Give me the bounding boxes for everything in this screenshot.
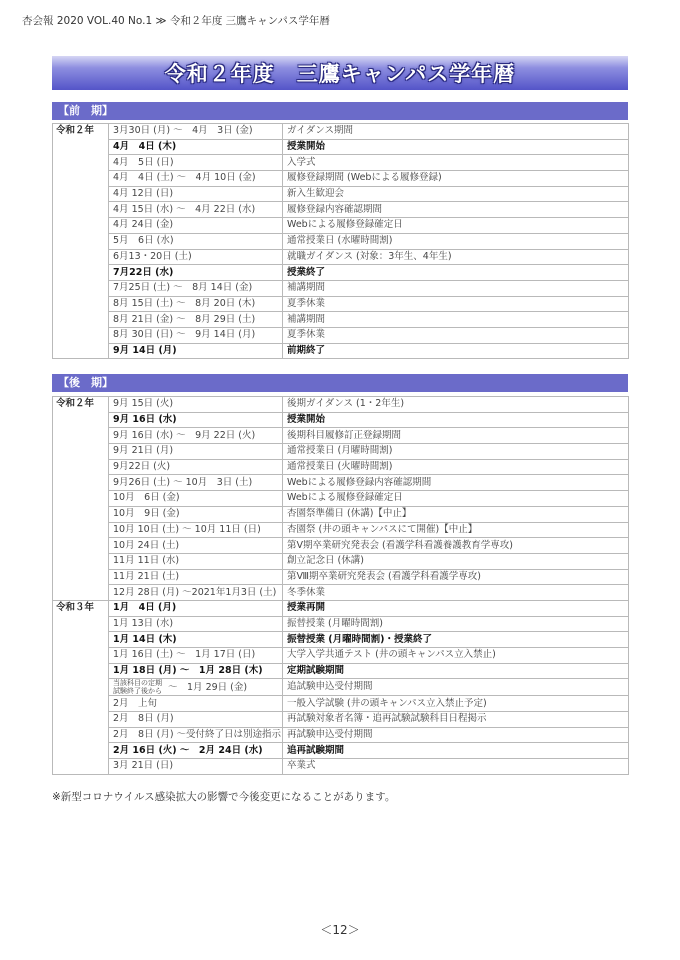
event-cell: 夏季休業 — [283, 327, 629, 343]
date-cell — [109, 679, 283, 696]
date-note-line: 当該科目の定期 — [113, 679, 162, 688]
era-cell — [53, 506, 109, 522]
event-cell: 大学入学共通テスト (井の頭キャンパス立入禁止) — [283, 648, 629, 664]
era-cell — [53, 569, 109, 585]
date-text: ～ 1月 29日 (金) — [168, 681, 248, 693]
date-cell: 11月 11日 (水) — [109, 553, 283, 569]
event-cell: 振替授業 (月曜時間割)・授業終了 — [283, 632, 629, 648]
calendar-row — [53, 522, 629, 538]
era-cell — [53, 696, 109, 712]
calendar-row — [53, 186, 629, 202]
page-title: 令和２年度 三鷹キャンパス学年暦 — [164, 62, 516, 86]
calendar-row — [53, 218, 629, 234]
era-cell — [53, 312, 109, 328]
era-cell — [53, 459, 109, 475]
date-cell: 2月 8日 (月) ～受付終了日は別途指示 — [109, 727, 283, 743]
calendar-row — [53, 124, 629, 140]
date-cell: 1月 16日 (土) ～ 1月 17日 (日) — [109, 648, 283, 664]
calendar-row — [53, 743, 629, 759]
section-label: 【後 期】 — [58, 376, 113, 389]
event-cell: 冬季休業 — [283, 585, 629, 601]
calendar-row — [53, 491, 629, 507]
calendar-row — [53, 600, 629, 616]
date-cell: 10月 6日 (金) — [109, 491, 283, 507]
calendar-row — [53, 475, 629, 491]
era-cell — [53, 265, 109, 281]
event-cell: 杏園祭準備日 (休講)【中止】 — [283, 506, 629, 522]
date-cell: 9月 14日 (月) — [109, 343, 283, 359]
event-cell: 後期科目履修訂正登録期間 — [283, 428, 629, 444]
calendar-row — [53, 616, 629, 632]
date-cell: 3月 21日 (日) — [109, 759, 283, 775]
calendar-row — [53, 632, 629, 648]
era-cell — [53, 585, 109, 601]
date-cell: 4月 12日 (日) — [109, 186, 283, 202]
era-cell — [53, 202, 109, 218]
running-header: 杏会報 2020 VOL.40 No.1 ≫ 令和２年度 三鷹キャンパス学年暦 — [22, 15, 330, 27]
date-cell: 4月 5日 (日) — [109, 155, 283, 171]
era-cell: 令和２年 — [53, 124, 109, 140]
event-cell: 夏季休業 — [283, 296, 629, 312]
event-cell: 補講期間 — [283, 280, 629, 296]
date-cell: 9月 15日 (火) — [109, 397, 283, 413]
era-cell — [53, 233, 109, 249]
era-cell — [53, 538, 109, 554]
date-cell: 10月 24日 (土) — [109, 538, 283, 554]
calendar-row — [53, 553, 629, 569]
section-label: 【前 期】 — [58, 104, 113, 117]
era-cell — [53, 139, 109, 155]
event-cell: 第Ⅴ期卒業研究発表会 (看護学科看護養護教育学専攻) — [283, 538, 629, 554]
event-cell: 授業開始 — [283, 139, 629, 155]
date-cell: 6月13・20日 (土) — [109, 249, 283, 265]
date-cell: 10月 9日 (金) — [109, 506, 283, 522]
event-cell: 補講期間 — [283, 312, 629, 328]
calendar-row — [53, 343, 629, 359]
title-banner — [52, 56, 628, 90]
era-cell — [53, 428, 109, 444]
calendar-row — [53, 569, 629, 585]
date-cell: 2月 上旬 — [109, 696, 283, 712]
event-cell: 追再試験期間 — [283, 743, 629, 759]
date-cell: 4月 15日 (水) ～ 4月 22日 (水) — [109, 202, 283, 218]
calendar-row — [53, 249, 629, 265]
event-cell: 定期試験期間 — [283, 663, 629, 679]
era-cell — [53, 444, 109, 460]
era-cell — [53, 727, 109, 743]
footnote: ※新型コロナウイルス感染拡大の影響で今後変更になることがあります。 — [52, 791, 396, 803]
date-cell: 9月26日 (土) ～ 10月 3日 (土) — [109, 475, 283, 491]
era-cell — [53, 327, 109, 343]
event-cell: 再試験申込受付期間 — [283, 727, 629, 743]
date-cell: 7月22日 (水) — [109, 265, 283, 281]
event-cell: 創立記念日 (休講) — [283, 553, 629, 569]
event-cell: 再試験対象者名簿・追再試験試験科目日程掲示 — [283, 712, 629, 728]
date-cell: 4月 4日 (木) — [109, 139, 283, 155]
event-cell: 授業終了 — [283, 265, 629, 281]
calendar-row — [53, 663, 629, 679]
calendar-row — [53, 459, 629, 475]
calendar-row — [53, 312, 629, 328]
date-cell: 8月 30日 (日) ～ 9月 14日 (月) — [109, 327, 283, 343]
calendar-row — [53, 412, 629, 428]
date-cell: 1月 18日 (月) ～ 1月 28日 (木) — [109, 663, 283, 679]
date-cell: 4月 4日 (土) ～ 4月 10日 (金) — [109, 171, 283, 187]
event-cell: 就職ガイダンス (対象：3年生、4年生) — [283, 249, 629, 265]
date-cell: 3月30日 (月) ～ 4月 3日 (金) — [109, 124, 283, 140]
era-cell — [53, 186, 109, 202]
event-cell: 入学式 — [283, 155, 629, 171]
event-cell: 通常授業日 (水曜時間割) — [283, 233, 629, 249]
era-cell — [53, 712, 109, 728]
calendar-row — [53, 202, 629, 218]
era-cell — [53, 743, 109, 759]
era-cell — [53, 155, 109, 171]
event-cell: 追試験申込受付期間 — [283, 679, 629, 696]
era-cell — [53, 218, 109, 234]
era-cell — [53, 522, 109, 538]
calendar-row — [53, 585, 629, 601]
era-cell — [53, 491, 109, 507]
calendar-row — [53, 727, 629, 743]
date-note-line: 試験終了後から — [113, 687, 162, 696]
event-cell: 履修登録内容確認期間 — [283, 202, 629, 218]
era-cell — [53, 280, 109, 296]
era-cell — [53, 249, 109, 265]
date-cell: 1月 14日 (木) — [109, 632, 283, 648]
event-cell: 卒業式 — [283, 759, 629, 775]
date-cell: 11月 21日 (土) — [109, 569, 283, 585]
event-cell: 通常授業日 (月曜時間割) — [283, 444, 629, 460]
calendar-row — [53, 712, 629, 728]
era-cell — [53, 616, 109, 632]
calendar-row — [53, 139, 629, 155]
date-cell: 9月22日 (火) — [109, 459, 283, 475]
event-cell: 前期終了 — [283, 343, 629, 359]
event-cell: ガイダンス期間 — [283, 124, 629, 140]
era-cell — [53, 296, 109, 312]
calendar-row — [53, 679, 629, 696]
event-cell: 一般入学試験 (井の頭キャンパス立入禁止予定) — [283, 696, 629, 712]
era-cell: 令和２年 — [53, 397, 109, 413]
event-cell: Webによる履修登録確定日 — [283, 218, 629, 234]
event-cell: 新入生歓迎会 — [283, 186, 629, 202]
calendar-row — [53, 265, 629, 281]
calendar-row — [53, 327, 629, 343]
section-header-zenki — [52, 102, 628, 120]
date-cell: 7月25日 (土) ～ 8月 14日 (金) — [109, 280, 283, 296]
calendar-row — [53, 428, 629, 444]
date-cell: 9月 16日 (水) — [109, 412, 283, 428]
calendar-row — [53, 397, 629, 413]
era-cell — [53, 553, 109, 569]
era-cell — [53, 759, 109, 775]
event-cell: 通常授業日 (火曜時間割) — [283, 459, 629, 475]
event-cell: 振替授業 (月曜時間割) — [283, 616, 629, 632]
calendar-table-kouki — [52, 396, 629, 775]
era-cell — [53, 679, 109, 696]
date-cell: 2月 16日 (火) ～ 2月 24日 (水) — [109, 743, 283, 759]
date-note — [113, 679, 162, 695]
calendar-row — [53, 280, 629, 296]
calendar-row — [53, 155, 629, 171]
date-cell: 2月 8日 (月) — [109, 712, 283, 728]
event-cell: Webによる履修登録内容確認期間 — [283, 475, 629, 491]
date-cell: 9月 21日 (月) — [109, 444, 283, 460]
era-cell — [53, 663, 109, 679]
date-cell: 10月 10日 (土) ～ 10月 11日 (日) — [109, 522, 283, 538]
calendar-table-zenki — [52, 123, 629, 359]
section-header-kouki — [52, 374, 628, 392]
calendar-row — [53, 538, 629, 554]
calendar-row — [53, 296, 629, 312]
date-cell: 9月 16日 (水) ～ 9月 22日 (火) — [109, 428, 283, 444]
date-cell: 4月 24日 (金) — [109, 218, 283, 234]
event-cell: 履修登録期間 (Webによる履修登録) — [283, 171, 629, 187]
date-cell: 1月 4日 (月) — [109, 600, 283, 616]
date-cell: 5月 6日 (水) — [109, 233, 283, 249]
date-cell: 1月 13日 (水) — [109, 616, 283, 632]
era-cell — [53, 475, 109, 491]
event-cell: 後期ガイダンス (1・2年生) — [283, 397, 629, 413]
calendar-row — [53, 759, 629, 775]
event-cell: 第Ⅷ期卒業研究発表会 (看護学科看護学専攻) — [283, 569, 629, 585]
date-cell: 12月 28日 (月) ～2021年1月3日 (土) — [109, 585, 283, 601]
event-cell: Webによる履修登録確定日 — [283, 491, 629, 507]
era-cell: 令和３年 — [53, 600, 109, 616]
calendar-row — [53, 233, 629, 249]
calendar-row — [53, 171, 629, 187]
era-cell — [53, 343, 109, 359]
event-cell: 杏園祭 (井の頭キャンパスにて開催)【中止】 — [283, 522, 629, 538]
calendar-row — [53, 648, 629, 664]
event-cell: 授業再開 — [283, 600, 629, 616]
page-number: ＜12＞ — [320, 923, 360, 937]
calendar-row — [53, 444, 629, 460]
era-cell — [53, 171, 109, 187]
calendar-row — [53, 506, 629, 522]
era-cell — [53, 412, 109, 428]
date-cell: 8月 15日 (土) ～ 8月 20日 (木) — [109, 296, 283, 312]
calendar-row — [53, 696, 629, 712]
date-cell: 8月 21日 (金) ～ 8月 29日 (土) — [109, 312, 283, 328]
era-cell — [53, 648, 109, 664]
era-cell — [53, 632, 109, 648]
event-cell: 授業開始 — [283, 412, 629, 428]
